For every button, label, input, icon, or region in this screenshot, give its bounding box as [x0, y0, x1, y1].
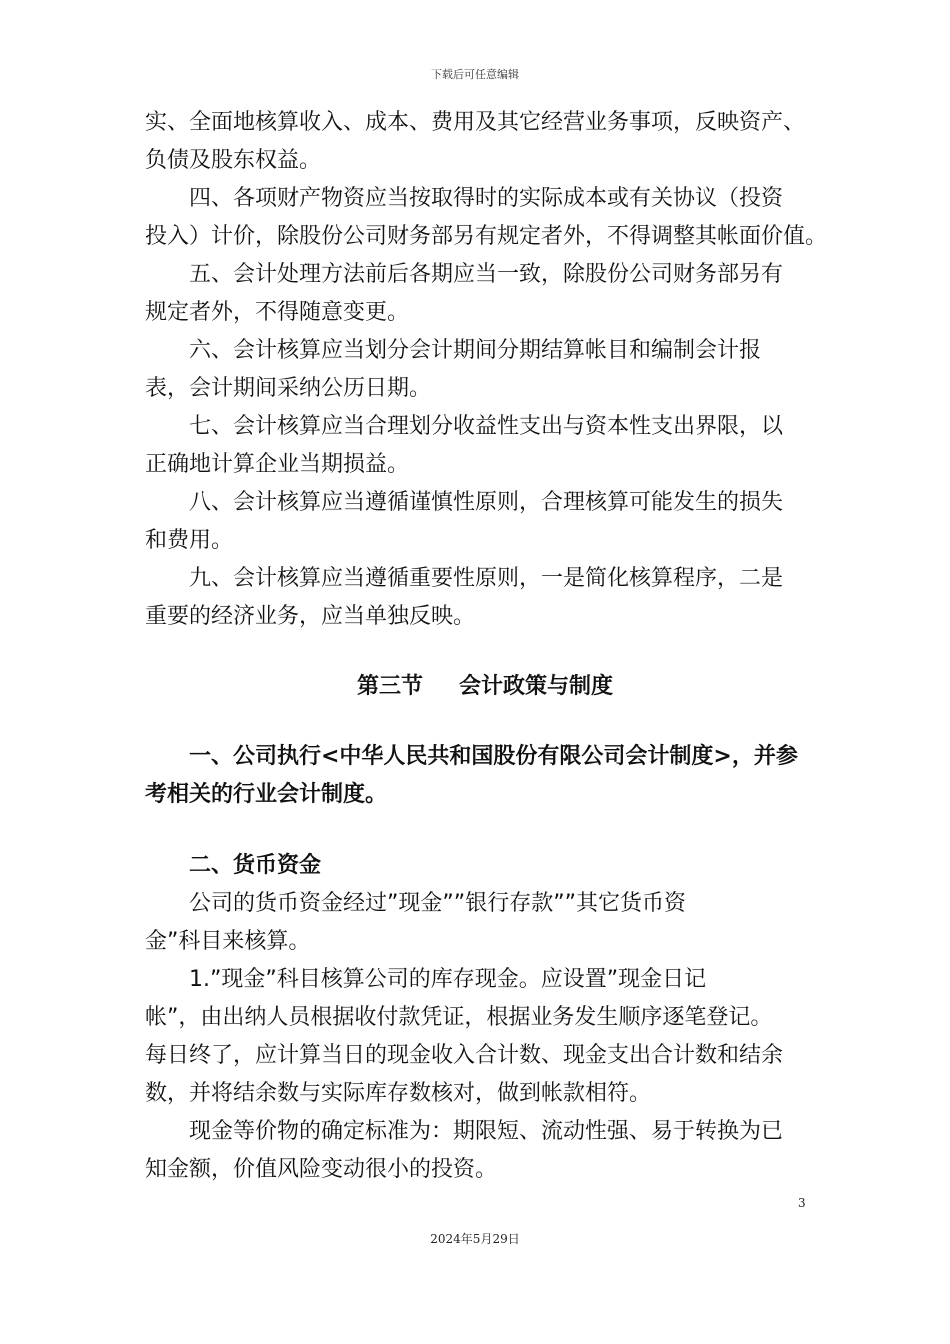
paragraph-line: 五、会计处理方法前后各期应当一致，除股份公司财务部另有 [189, 262, 784, 287]
paragraph-line: 和费用。 [145, 528, 234, 553]
paragraph-line: 表，会计期间采纳公历日期。 [145, 376, 432, 401]
cash-heading: 二、货币资金 [189, 853, 322, 878]
paragraph-line: 每日终了，应计算当日的现金收入合计数、现金支出合计数和结余 [145, 1043, 784, 1068]
paragraph-line: 规定者外，不得随意变更。 [145, 300, 410, 325]
paragraph-line: 数，并将结余数与实际库存数核对，做到帐款相符。 [145, 1081, 652, 1106]
paragraph-line: 七、会计核算应当合理划分收益性支出与资本性支出界限，以 [189, 414, 784, 439]
paragraph-line: 1.”现金”科目核算公司的库存现金。应设置”现金日记 [189, 967, 707, 992]
paragraph-line: 负债及股东权益。 [145, 148, 322, 173]
paragraph-line: 重要的经济业务，应当单独反映。 [145, 604, 476, 629]
footer-date: 2024年5月29日 [430, 1232, 520, 1246]
section-name: 会计政策与制度 [459, 674, 614, 699]
paragraph-line: 四、各项财产物资应当按取得时的实际成本或有关协议（投资 [189, 186, 784, 211]
section-number: 第三节 [356, 674, 423, 699]
paragraph-line: 帐”，由出纳人员根据收付款凭证，根据业务发生顺序逐笔登记。 [145, 1005, 773, 1030]
document-body [145, 104, 828, 1189]
paragraph-line: 公司的货币资金经过”现金””银行存款””其它货币资 [189, 891, 686, 916]
paragraph-line: 正确地计算企业当期损益。 [145, 452, 410, 477]
paragraph-line: 九、会计核算应当遵循重要性原则，一是简化核算程序，二是 [189, 566, 784, 591]
paragraph-line: 实、全面地核算收入、成本、费用及其它经营业务事项，反映资产、 [145, 110, 806, 135]
page-header: 下载后可任意编辑 [431, 68, 519, 81]
paragraph-line: 现金等价物的确定标准为：期限短、流动性强、易于转换为已 [189, 1119, 784, 1144]
section-title [145, 668, 825, 706]
policy-line: 考相关的行业会计制度。 [145, 782, 388, 807]
paragraph-line: 知金额，价值风险变动很小的投资。 [145, 1157, 498, 1182]
paragraph-line: 六、会计核算应当划分会计期间分期结算帐目和编制会计报 [189, 338, 762, 363]
paragraph-line: 投入）计价，除股份公司财务部另有规定者外，不得调整其帐面价值。 [145, 224, 828, 249]
paragraph-line: 八、会计核算应当遵循谨慎性原则，合理核算可能发生的损失 [189, 490, 784, 515]
policy-line: 一、公司执行<中华人民共和国股份有限公司会计制度>，并参 [189, 744, 798, 769]
paragraph-line: 金”科目来核算。 [145, 929, 311, 954]
page-number: 3 [798, 1196, 806, 1210]
